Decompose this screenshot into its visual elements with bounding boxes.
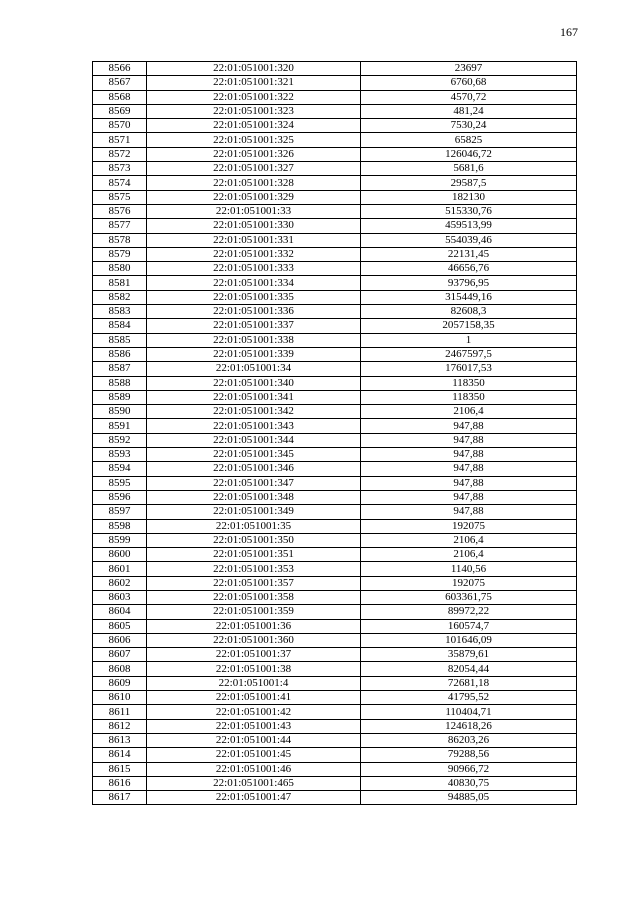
row-number-cell: 8570 — [93, 119, 147, 133]
table-row — [93, 247, 577, 261]
value-cell: 2106,4 — [361, 548, 577, 562]
row-number-cell: 8574 — [93, 176, 147, 190]
cadastral-number-cell: 22:01:051001:37 — [147, 648, 361, 662]
row-number-cell: 8571 — [93, 133, 147, 147]
value-cell: 947,88 — [361, 419, 577, 433]
table-row — [93, 448, 577, 462]
cadastral-number-cell: 22:01:051001:325 — [147, 133, 361, 147]
cadastral-number-cell: 22:01:051001:33 — [147, 204, 361, 218]
table-row — [93, 133, 577, 147]
row-number-cell: 8611 — [93, 705, 147, 719]
table-row — [93, 219, 577, 233]
table-row — [93, 776, 577, 790]
value-cell: 5681,6 — [361, 162, 577, 176]
value-cell: 6760,68 — [361, 76, 577, 90]
row-number-cell: 8605 — [93, 619, 147, 633]
cadastral-number-cell: 22:01:051001:465 — [147, 776, 361, 790]
value-cell: 2106,4 — [361, 533, 577, 547]
table-row — [93, 419, 577, 433]
table-row — [93, 619, 577, 633]
table-row — [93, 376, 577, 390]
table-row — [93, 119, 577, 133]
cadastral-number-cell: 22:01:051001:41 — [147, 691, 361, 705]
value-cell: 22131,45 — [361, 247, 577, 261]
value-cell: 7530,24 — [361, 119, 577, 133]
value-cell: 554039,46 — [361, 233, 577, 247]
cadastral-number-cell: 22:01:051001:38 — [147, 662, 361, 676]
cadastral-number-cell: 22:01:051001:337 — [147, 319, 361, 333]
cadastral-number-cell: 22:01:051001:350 — [147, 533, 361, 547]
cadastral-number-cell: 22:01:051001:335 — [147, 290, 361, 304]
cadastral-number-cell: 22:01:051001:342 — [147, 405, 361, 419]
cadastral-number-cell: 22:01:051001:359 — [147, 605, 361, 619]
value-cell: 481,24 — [361, 104, 577, 118]
row-number-cell: 8610 — [93, 691, 147, 705]
value-cell: 160574,7 — [361, 619, 577, 633]
cadastral-number-cell: 22:01:051001:321 — [147, 76, 361, 90]
row-number-cell: 8596 — [93, 490, 147, 504]
value-cell: 79288,56 — [361, 748, 577, 762]
table-body — [93, 62, 577, 805]
cadastral-number-cell: 22:01:051001:323 — [147, 104, 361, 118]
table-row — [93, 319, 577, 333]
table-row — [93, 262, 577, 276]
row-number-cell: 8591 — [93, 419, 147, 433]
table-row — [93, 233, 577, 247]
cadastral-number-cell: 22:01:051001:333 — [147, 262, 361, 276]
row-number-cell: 8593 — [93, 448, 147, 462]
table-row — [93, 633, 577, 647]
table-row — [93, 519, 577, 533]
row-number-cell: 8572 — [93, 147, 147, 161]
cadastral-number-cell: 22:01:051001:358 — [147, 590, 361, 604]
table-row — [93, 162, 577, 176]
row-number-cell: 8578 — [93, 233, 147, 247]
table-row — [93, 276, 577, 290]
row-number-cell: 8569 — [93, 104, 147, 118]
cadastral-number-cell: 22:01:051001:330 — [147, 219, 361, 233]
value-cell: 23697 — [361, 62, 577, 76]
cadastral-number-cell: 22:01:051001:344 — [147, 433, 361, 447]
row-number-cell: 8612 — [93, 719, 147, 733]
row-number-cell: 8573 — [93, 162, 147, 176]
table-row — [93, 405, 577, 419]
table-row — [93, 76, 577, 90]
value-cell: 40830,75 — [361, 776, 577, 790]
table-row — [93, 676, 577, 690]
value-cell: 1 — [361, 333, 577, 347]
table-row — [93, 305, 577, 319]
row-number-cell: 8585 — [93, 333, 147, 347]
table-row — [93, 705, 577, 719]
row-number-cell: 8613 — [93, 733, 147, 747]
row-number-cell: 8584 — [93, 319, 147, 333]
table-row — [93, 433, 577, 447]
cadastral-number-cell: 22:01:051001:326 — [147, 147, 361, 161]
cadastral-number-cell: 22:01:051001:349 — [147, 505, 361, 519]
value-cell: 46656,76 — [361, 262, 577, 276]
table-row — [93, 176, 577, 190]
value-cell: 82054,44 — [361, 662, 577, 676]
row-number-cell: 8577 — [93, 219, 147, 233]
cadastral-number-cell: 22:01:051001:353 — [147, 562, 361, 576]
table-row — [93, 104, 577, 118]
cadastral-number-cell: 22:01:051001:336 — [147, 305, 361, 319]
table-row — [93, 590, 577, 604]
cadastral-number-cell: 22:01:051001:322 — [147, 90, 361, 104]
value-cell: 947,88 — [361, 462, 577, 476]
cadastral-number-cell: 22:01:051001:332 — [147, 247, 361, 261]
table-row — [93, 733, 577, 747]
table-row — [93, 390, 577, 404]
value-cell: 2057158,35 — [361, 319, 577, 333]
row-number-cell: 8592 — [93, 433, 147, 447]
cadastral-value-table — [92, 61, 577, 805]
cadastral-number-cell: 22:01:051001:347 — [147, 476, 361, 490]
row-number-cell: 8580 — [93, 262, 147, 276]
table-row — [93, 90, 577, 104]
value-cell: 110404,71 — [361, 705, 577, 719]
table-row — [93, 562, 577, 576]
value-cell: 72681,18 — [361, 676, 577, 690]
value-cell: 315449,16 — [361, 290, 577, 304]
cadastral-number-cell: 22:01:051001:360 — [147, 633, 361, 647]
value-cell: 94885,05 — [361, 791, 577, 805]
value-cell: 2106,4 — [361, 405, 577, 419]
value-cell: 89972,22 — [361, 605, 577, 619]
cadastral-number-cell: 22:01:051001:340 — [147, 376, 361, 390]
table-row — [93, 662, 577, 676]
cadastral-number-cell: 22:01:051001:339 — [147, 347, 361, 361]
table-row — [93, 333, 577, 347]
row-number-cell: 8597 — [93, 505, 147, 519]
table-row — [93, 548, 577, 562]
cadastral-number-cell: 22:01:051001:357 — [147, 576, 361, 590]
cadastral-number-cell: 22:01:051001:320 — [147, 62, 361, 76]
cadastral-number-cell: 22:01:051001:328 — [147, 176, 361, 190]
row-number-cell: 8615 — [93, 762, 147, 776]
table-row — [93, 62, 577, 76]
cadastral-number-cell: 22:01:051001:338 — [147, 333, 361, 347]
value-cell: 101646,09 — [361, 633, 577, 647]
value-cell: 90966,72 — [361, 762, 577, 776]
table-row — [93, 476, 577, 490]
value-cell: 947,88 — [361, 433, 577, 447]
cadastral-number-cell: 22:01:051001:324 — [147, 119, 361, 133]
value-cell: 118350 — [361, 390, 577, 404]
cadastral-number-cell: 22:01:051001:346 — [147, 462, 361, 476]
cadastral-number-cell: 22:01:051001:334 — [147, 276, 361, 290]
cadastral-number-cell: 22:01:051001:351 — [147, 548, 361, 562]
cadastral-number-cell: 22:01:051001:327 — [147, 162, 361, 176]
row-number-cell: 8599 — [93, 533, 147, 547]
cadastral-number-cell: 22:01:051001:45 — [147, 748, 361, 762]
table-row — [93, 691, 577, 705]
value-cell: 515330,76 — [361, 204, 577, 218]
value-cell: 192075 — [361, 576, 577, 590]
value-cell: 93796,95 — [361, 276, 577, 290]
row-number-cell: 8590 — [93, 405, 147, 419]
value-cell: 126046,72 — [361, 147, 577, 161]
cadastral-number-cell: 22:01:051001:348 — [147, 490, 361, 504]
value-cell: 86203,26 — [361, 733, 577, 747]
row-number-cell: 8568 — [93, 90, 147, 104]
row-number-cell: 8589 — [93, 390, 147, 404]
row-number-cell: 8617 — [93, 791, 147, 805]
value-cell: 118350 — [361, 376, 577, 390]
value-cell: 29587,5 — [361, 176, 577, 190]
row-number-cell: 8598 — [93, 519, 147, 533]
row-number-cell: 8607 — [93, 648, 147, 662]
table-row — [93, 576, 577, 590]
cadastral-number-cell: 22:01:051001:345 — [147, 448, 361, 462]
cadastral-number-cell: 22:01:051001:43 — [147, 719, 361, 733]
value-cell: 2467597,5 — [361, 347, 577, 361]
cadastral-number-cell: 22:01:051001:4 — [147, 676, 361, 690]
row-number-cell: 8616 — [93, 776, 147, 790]
value-cell: 182130 — [361, 190, 577, 204]
row-number-cell: 8576 — [93, 204, 147, 218]
cadastral-number-cell: 22:01:051001:44 — [147, 733, 361, 747]
value-cell: 82608,3 — [361, 305, 577, 319]
row-number-cell: 8594 — [93, 462, 147, 476]
row-number-cell: 8595 — [93, 476, 147, 490]
table-row — [93, 748, 577, 762]
table-row — [93, 762, 577, 776]
table-row — [93, 290, 577, 304]
value-cell: 124618,26 — [361, 719, 577, 733]
table-row — [93, 490, 577, 504]
row-number-cell: 8582 — [93, 290, 147, 304]
value-cell: 65825 — [361, 133, 577, 147]
cadastral-number-cell: 22:01:051001:329 — [147, 190, 361, 204]
cadastral-number-cell: 22:01:051001:331 — [147, 233, 361, 247]
value-cell: 603361,75 — [361, 590, 577, 604]
value-cell: 947,88 — [361, 448, 577, 462]
row-number-cell: 8587 — [93, 362, 147, 376]
value-cell: 192075 — [361, 519, 577, 533]
row-number-cell: 8609 — [93, 676, 147, 690]
table-row — [93, 533, 577, 547]
table-row — [93, 462, 577, 476]
cadastral-number-cell: 22:01:051001:47 — [147, 791, 361, 805]
row-number-cell: 8600 — [93, 548, 147, 562]
table-row — [93, 719, 577, 733]
table-row — [93, 362, 577, 376]
value-cell: 41795,52 — [361, 691, 577, 705]
row-number-cell: 8588 — [93, 376, 147, 390]
row-number-cell: 8583 — [93, 305, 147, 319]
cadastral-number-cell: 22:01:051001:42 — [147, 705, 361, 719]
value-cell: 459513,99 — [361, 219, 577, 233]
table-row — [93, 648, 577, 662]
table-row — [93, 605, 577, 619]
row-number-cell: 8606 — [93, 633, 147, 647]
value-cell: 4570,72 — [361, 90, 577, 104]
row-number-cell: 8604 — [93, 605, 147, 619]
page-number: 167 — [560, 25, 578, 39]
cadastral-number-cell: 22:01:051001:46 — [147, 762, 361, 776]
row-number-cell: 8579 — [93, 247, 147, 261]
row-number-cell: 8575 — [93, 190, 147, 204]
row-number-cell: 8567 — [93, 76, 147, 90]
cadastral-number-cell: 22:01:051001:35 — [147, 519, 361, 533]
table-row — [93, 190, 577, 204]
table-row — [93, 505, 577, 519]
value-cell: 947,88 — [361, 490, 577, 504]
row-number-cell: 8602 — [93, 576, 147, 590]
value-cell: 947,88 — [361, 476, 577, 490]
cadastral-number-cell: 22:01:051001:343 — [147, 419, 361, 433]
value-cell: 176017,53 — [361, 362, 577, 376]
row-number-cell: 8586 — [93, 347, 147, 361]
value-cell: 947,88 — [361, 505, 577, 519]
row-number-cell: 8608 — [93, 662, 147, 676]
row-number-cell: 8614 — [93, 748, 147, 762]
value-cell: 35879,61 — [361, 648, 577, 662]
row-number-cell: 8601 — [93, 562, 147, 576]
value-cell: 1140,56 — [361, 562, 577, 576]
cadastral-number-cell: 22:01:051001:341 — [147, 390, 361, 404]
table-row — [93, 147, 577, 161]
row-number-cell: 8566 — [93, 62, 147, 76]
table-row — [93, 204, 577, 218]
cadastral-number-cell: 22:01:051001:36 — [147, 619, 361, 633]
row-number-cell: 8603 — [93, 590, 147, 604]
table-row — [93, 791, 577, 805]
cadastral-number-cell: 22:01:051001:34 — [147, 362, 361, 376]
row-number-cell: 8581 — [93, 276, 147, 290]
table-row — [93, 347, 577, 361]
